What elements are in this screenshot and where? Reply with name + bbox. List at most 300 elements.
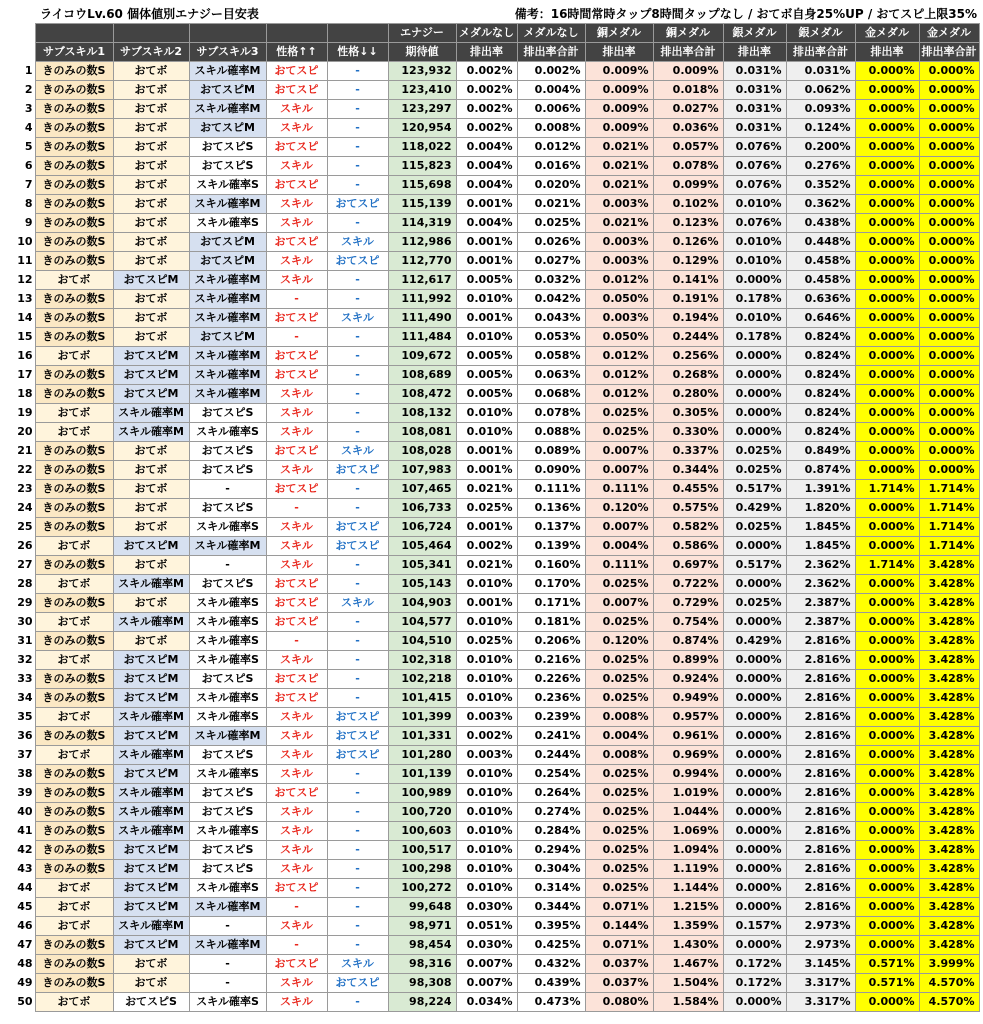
table-row (1, 176, 979, 195)
gold-cumulative: 3.428% (919, 727, 979, 746)
silver-cumulative: 2.816% (786, 898, 855, 917)
bronze-cumulative: 1.044% (653, 803, 723, 822)
silver-rate: 0.000% (723, 670, 786, 689)
table-row (1, 537, 979, 556)
nature-up: おてスピ (266, 670, 327, 689)
gold-cumulative: 0.000% (919, 100, 979, 119)
no-medal-cumulative: 0.254% (517, 765, 585, 784)
table-row (1, 993, 979, 1012)
gold-rate: 0.571% (855, 974, 919, 993)
silver-cumulative: 3.317% (786, 974, 855, 993)
silver-rate: 0.025% (723, 594, 786, 613)
row-index: 30 (1, 613, 35, 632)
nature-up: スキル (266, 195, 327, 214)
energy-expected: 112,617 (388, 271, 456, 290)
nature-down: おてスピ (327, 518, 388, 537)
gold-rate: 1.714% (855, 556, 919, 575)
row-index: 6 (1, 157, 35, 176)
nature-down: - (327, 898, 388, 917)
energy-expected: 111,484 (388, 328, 456, 347)
no-medal-rate: 0.007% (456, 955, 517, 974)
header-top: 銀メダル (723, 24, 786, 43)
gold-rate: 0.000% (855, 81, 919, 100)
row-index: 10 (1, 233, 35, 252)
bronze-cumulative: 0.102% (653, 195, 723, 214)
no-medal-rate: 0.010% (456, 651, 517, 670)
silver-cumulative: 0.438% (786, 214, 855, 233)
gold-rate: 0.000% (855, 138, 919, 157)
subskill-3: スキル確率M (189, 195, 266, 214)
subskill-2: おてボ (113, 176, 189, 195)
nature-up: スキル (266, 537, 327, 556)
subskill-1: おてボ (35, 575, 113, 594)
header-top: 銅メダル (653, 24, 723, 43)
no-medal-rate: 0.010% (456, 404, 517, 423)
nature-up: おてスピ (266, 879, 327, 898)
subskill-1: おてボ (35, 613, 113, 632)
row-index: 17 (1, 366, 35, 385)
silver-rate: 0.000% (723, 347, 786, 366)
no-medal-cumulative: 0.068% (517, 385, 585, 404)
table-row (1, 62, 979, 81)
subskill-2: おてスピM (113, 537, 189, 556)
gold-cumulative: 0.000% (919, 62, 979, 81)
no-medal-cumulative: 0.137% (517, 518, 585, 537)
subskill-2: おてスピM (113, 651, 189, 670)
gold-cumulative: 3.428% (919, 784, 979, 803)
subskill-3: スキル確率M (189, 936, 266, 955)
subskill-1: きのみの数S (35, 974, 113, 993)
gold-rate: 0.000% (855, 195, 919, 214)
no-medal-rate: 0.010% (456, 765, 517, 784)
silver-cumulative: 0.824% (786, 385, 855, 404)
subskill-3: おてスピS (189, 670, 266, 689)
header-row-2 (1, 43, 979, 62)
no-medal-rate: 0.010% (456, 803, 517, 822)
no-medal-rate: 0.005% (456, 385, 517, 404)
subskill-1: おてボ (35, 708, 113, 727)
table-body (1, 62, 979, 1012)
bronze-rate: 0.008% (585, 708, 653, 727)
nature-up: スキル (266, 917, 327, 936)
gold-cumulative: 0.000% (919, 461, 979, 480)
bronze-cumulative: 0.729% (653, 594, 723, 613)
gold-cumulative: 0.000% (919, 214, 979, 233)
bronze-cumulative: 0.191% (653, 290, 723, 309)
no-medal-cumulative: 0.241% (517, 727, 585, 746)
no-medal-cumulative: 0.032% (517, 271, 585, 290)
subskill-2: おてスピM (113, 347, 189, 366)
row-index: 26 (1, 537, 35, 556)
energy-expected: 108,028 (388, 442, 456, 461)
subskill-3: おてスピS (189, 442, 266, 461)
energy-expected: 123,410 (388, 81, 456, 100)
nature-up: - (266, 328, 327, 347)
nature-down: - (327, 556, 388, 575)
row-index: 16 (1, 347, 35, 366)
bronze-rate: 0.111% (585, 556, 653, 575)
nature-up: おてスピ (266, 784, 327, 803)
subskill-1: おてボ (35, 404, 113, 423)
no-medal-rate: 0.001% (456, 442, 517, 461)
nature-up: おてスピ (266, 81, 327, 100)
subskill-1: おてボ (35, 347, 113, 366)
energy-expected: 101,331 (388, 727, 456, 746)
silver-cumulative: 0.824% (786, 404, 855, 423)
bronze-cumulative: 0.337% (653, 442, 723, 461)
subskill-2: おてボ (113, 100, 189, 119)
nature-up: おてスピ (266, 689, 327, 708)
subskill-3: スキル確率S (189, 176, 266, 195)
silver-rate: 0.000% (723, 689, 786, 708)
row-index: 4 (1, 119, 35, 138)
silver-cumulative: 2.387% (786, 594, 855, 613)
row-index: 14 (1, 309, 35, 328)
bronze-cumulative: 0.129% (653, 252, 723, 271)
no-medal-cumulative: 0.244% (517, 746, 585, 765)
silver-rate: 0.025% (723, 518, 786, 537)
energy-expected: 102,218 (388, 670, 456, 689)
gold-cumulative: 0.000% (919, 404, 979, 423)
header-top: エナジー (388, 24, 456, 43)
nature-up: スキル (266, 157, 327, 176)
energy-expected: 107,465 (388, 480, 456, 499)
nature-down: - (327, 651, 388, 670)
no-medal-cumulative: 0.284% (517, 822, 585, 841)
row-index: 25 (1, 518, 35, 537)
bronze-rate: 0.025% (585, 670, 653, 689)
no-medal-rate: 0.001% (456, 195, 517, 214)
subskill-3: おてスピM (189, 119, 266, 138)
table-row (1, 385, 979, 404)
subskill-1: きのみの数S (35, 195, 113, 214)
nature-down: - (327, 119, 388, 138)
subskill-1: きのみの数S (35, 518, 113, 537)
bronze-cumulative: 0.961% (653, 727, 723, 746)
table-row (1, 195, 979, 214)
gold-cumulative: 3.428% (919, 613, 979, 632)
gold-rate: 0.000% (855, 651, 919, 670)
silver-rate: 0.157% (723, 917, 786, 936)
bronze-cumulative: 0.268% (653, 366, 723, 385)
no-medal-cumulative: 0.170% (517, 575, 585, 594)
gold-cumulative: 3.428% (919, 594, 979, 613)
table-row (1, 461, 979, 480)
no-medal-cumulative: 0.012% (517, 138, 585, 157)
silver-cumulative: 0.849% (786, 442, 855, 461)
header-top (189, 24, 266, 43)
subskill-3: おてスピM (189, 328, 266, 347)
no-medal-cumulative: 0.088% (517, 423, 585, 442)
subskill-3: - (189, 556, 266, 575)
subskill-2: おてボ (113, 328, 189, 347)
bronze-rate: 0.120% (585, 499, 653, 518)
no-medal-rate: 0.010% (456, 689, 517, 708)
silver-rate: 0.025% (723, 461, 786, 480)
subskill-1: きのみの数S (35, 81, 113, 100)
nature-up: おてスピ (266, 594, 327, 613)
table-row (1, 803, 979, 822)
subskill-2: スキル確率M (113, 917, 189, 936)
silver-rate: 0.000% (723, 271, 786, 290)
bronze-rate: 0.025% (585, 841, 653, 860)
energy-expected: 102,318 (388, 651, 456, 670)
no-medal-cumulative: 0.314% (517, 879, 585, 898)
nature-down: - (327, 613, 388, 632)
subskill-1: きのみの数S (35, 784, 113, 803)
silver-rate: 0.000% (723, 784, 786, 803)
silver-rate: 0.000% (723, 537, 786, 556)
gold-cumulative: 4.570% (919, 993, 979, 1012)
table-row (1, 119, 979, 138)
no-medal-rate: 0.002% (456, 100, 517, 119)
no-medal-rate: 0.001% (456, 309, 517, 328)
nature-down: - (327, 366, 388, 385)
no-medal-rate: 0.010% (456, 860, 517, 879)
nature-up: - (266, 499, 327, 518)
gold-cumulative: 0.000% (919, 138, 979, 157)
bronze-rate: 0.071% (585, 936, 653, 955)
silver-rate: 0.172% (723, 974, 786, 993)
energy-expected: 111,992 (388, 290, 456, 309)
bronze-cumulative: 0.582% (653, 518, 723, 537)
silver-cumulative: 2.816% (786, 879, 855, 898)
subskill-3: - (189, 974, 266, 993)
nature-up: おてスピ (266, 309, 327, 328)
bronze-rate: 0.144% (585, 917, 653, 936)
bronze-rate: 0.025% (585, 784, 653, 803)
no-medal-rate: 0.021% (456, 556, 517, 575)
energy-expected: 98,316 (388, 955, 456, 974)
gold-cumulative: 0.000% (919, 347, 979, 366)
energy-expected: 105,143 (388, 575, 456, 594)
subskill-2: おてボ (113, 499, 189, 518)
bronze-cumulative: 0.899% (653, 651, 723, 670)
row-index: 31 (1, 632, 35, 651)
nature-up: - (266, 632, 327, 651)
gold-cumulative: 0.000% (919, 119, 979, 138)
subskill-3: スキル確率M (189, 100, 266, 119)
header-top: 銀メダル (786, 24, 855, 43)
row-index: 19 (1, 404, 35, 423)
row-index: 37 (1, 746, 35, 765)
subskill-3: おてスピS (189, 575, 266, 594)
nature-up: スキル (266, 651, 327, 670)
bronze-cumulative: 1.094% (653, 841, 723, 860)
bronze-cumulative: 0.949% (653, 689, 723, 708)
silver-rate: 0.000% (723, 860, 786, 879)
row-index: 42 (1, 841, 35, 860)
silver-cumulative: 2.816% (786, 803, 855, 822)
no-medal-cumulative: 0.294% (517, 841, 585, 860)
subskill-1: きのみの数S (35, 62, 113, 81)
subskill-1: きのみの数S (35, 841, 113, 860)
no-medal-cumulative: 0.025% (517, 214, 585, 233)
silver-rate: 0.000% (723, 727, 786, 746)
no-medal-rate: 0.001% (456, 594, 517, 613)
gold-rate: 0.000% (855, 461, 919, 480)
gold-rate: 0.000% (855, 689, 919, 708)
subskill-2: おてボ (113, 290, 189, 309)
energy-expected: 108,132 (388, 404, 456, 423)
silver-cumulative: 1.845% (786, 537, 855, 556)
energy-expected: 114,319 (388, 214, 456, 233)
gold-cumulative: 3.428% (919, 708, 979, 727)
no-medal-rate: 0.007% (456, 974, 517, 993)
no-medal-rate: 0.002% (456, 119, 517, 138)
bronze-cumulative: 0.969% (653, 746, 723, 765)
subskill-1: きのみの数S (35, 955, 113, 974)
no-medal-rate: 0.005% (456, 347, 517, 366)
no-medal-cumulative: 0.216% (517, 651, 585, 670)
silver-cumulative: 0.874% (786, 461, 855, 480)
gold-rate: 0.000% (855, 594, 919, 613)
nature-down: - (327, 841, 388, 860)
subskill-1: きのみの数S (35, 461, 113, 480)
gold-cumulative: 1.714% (919, 499, 979, 518)
silver-rate: 0.000% (723, 879, 786, 898)
row-index: 1 (1, 62, 35, 81)
no-medal-rate: 0.051% (456, 917, 517, 936)
nature-down: - (327, 157, 388, 176)
bronze-rate: 0.120% (585, 632, 653, 651)
energy-expected: 109,672 (388, 347, 456, 366)
silver-cumulative: 2.816% (786, 708, 855, 727)
silver-cumulative: 0.824% (786, 366, 855, 385)
silver-rate: 0.000% (723, 746, 786, 765)
nature-up: スキル (266, 423, 327, 442)
no-medal-rate: 0.002% (456, 537, 517, 556)
gold-rate: 0.000% (855, 442, 919, 461)
silver-cumulative: 2.816% (786, 841, 855, 860)
subskill-1: きのみの数S (35, 366, 113, 385)
row-index: 28 (1, 575, 35, 594)
gold-cumulative: 3.428% (919, 746, 979, 765)
bronze-cumulative: 0.057% (653, 138, 723, 157)
bronze-cumulative: 0.455% (653, 480, 723, 499)
subskill-3: スキル確率S (189, 518, 266, 537)
silver-cumulative: 2.816% (786, 632, 855, 651)
bronze-cumulative: 0.330% (653, 423, 723, 442)
no-medal-cumulative: 0.004% (517, 81, 585, 100)
no-medal-rate: 0.005% (456, 271, 517, 290)
subskill-2: おてボ (113, 214, 189, 233)
nature-down: - (327, 936, 388, 955)
nature-down: おてスピ (327, 537, 388, 556)
silver-rate: 0.025% (723, 442, 786, 461)
nature-down: - (327, 575, 388, 594)
gold-cumulative: 3.999% (919, 955, 979, 974)
bronze-rate: 0.025% (585, 879, 653, 898)
silver-cumulative: 1.391% (786, 480, 855, 499)
nature-up: おてスピ (266, 62, 327, 81)
row-index: 5 (1, 138, 35, 157)
silver-cumulative: 2.973% (786, 936, 855, 955)
nature-up: スキル (266, 404, 327, 423)
bronze-rate: 0.050% (585, 290, 653, 309)
gold-rate: 0.000% (855, 271, 919, 290)
row-index: 43 (1, 860, 35, 879)
subskill-1: きのみの数S (35, 119, 113, 138)
no-medal-rate: 0.010% (456, 613, 517, 632)
no-medal-rate: 0.004% (456, 157, 517, 176)
silver-rate: 0.178% (723, 328, 786, 347)
energy-expected: 104,577 (388, 613, 456, 632)
gold-rate: 0.000% (855, 100, 919, 119)
gold-cumulative: 3.428% (919, 822, 979, 841)
silver-rate: 0.076% (723, 138, 786, 157)
subskill-3: スキル確率S (189, 822, 266, 841)
silver-cumulative: 0.124% (786, 119, 855, 138)
subskill-3: スキル確率S (189, 594, 266, 613)
subskill-3: おてスピS (189, 841, 266, 860)
nature-up: スキル (266, 385, 327, 404)
subskill-3: スキル確率S (189, 613, 266, 632)
row-index: 46 (1, 917, 35, 936)
table-row (1, 689, 979, 708)
bronze-cumulative: 0.344% (653, 461, 723, 480)
gold-cumulative: 3.428% (919, 841, 979, 860)
row-index: 48 (1, 955, 35, 974)
no-medal-rate: 0.004% (456, 138, 517, 157)
silver-rate: 0.076% (723, 176, 786, 195)
no-medal-cumulative: 0.042% (517, 290, 585, 309)
silver-rate: 0.076% (723, 157, 786, 176)
gold-rate: 0.000% (855, 290, 919, 309)
gold-rate: 0.000% (855, 708, 919, 727)
gold-cumulative: 4.570% (919, 974, 979, 993)
gold-cumulative: 0.000% (919, 271, 979, 290)
row-index: 21 (1, 442, 35, 461)
subskill-2: おてスピM (113, 765, 189, 784)
energy-expected: 98,971 (388, 917, 456, 936)
bronze-cumulative: 0.036% (653, 119, 723, 138)
header-bottom: 排出率 (723, 43, 786, 62)
no-medal-rate: 0.034% (456, 993, 517, 1012)
energy-expected: 101,415 (388, 689, 456, 708)
energy-expected: 101,139 (388, 765, 456, 784)
header-bottom: サブスキル3 (189, 43, 266, 62)
subskill-2: おてボ (113, 974, 189, 993)
subskill-3: おてスピS (189, 499, 266, 518)
bronze-rate: 0.025% (585, 765, 653, 784)
subskill-3: スキル確率M (189, 271, 266, 290)
row-index: 38 (1, 765, 35, 784)
table-row (1, 290, 979, 309)
bronze-rate: 0.025% (585, 860, 653, 879)
bronze-cumulative: 0.575% (653, 499, 723, 518)
table-row (1, 936, 979, 955)
silver-cumulative: 0.458% (786, 252, 855, 271)
no-medal-cumulative: 0.053% (517, 328, 585, 347)
gold-rate: 0.000% (855, 822, 919, 841)
subskill-2: スキル確率M (113, 575, 189, 594)
bronze-rate: 0.080% (585, 993, 653, 1012)
subskill-2: おてボ (113, 195, 189, 214)
bronze-cumulative: 0.305% (653, 404, 723, 423)
subskill-3: スキル確率S (189, 993, 266, 1012)
nature-down: - (327, 214, 388, 233)
gold-cumulative: 3.428% (919, 936, 979, 955)
silver-cumulative: 2.816% (786, 765, 855, 784)
subskill-3: おてスピM (189, 81, 266, 100)
bronze-cumulative: 0.256% (653, 347, 723, 366)
bronze-rate: 0.008% (585, 746, 653, 765)
table-row (1, 632, 979, 651)
bronze-rate: 0.009% (585, 62, 653, 81)
silver-rate: 0.000% (723, 651, 786, 670)
header-top: 金メダル (855, 24, 919, 43)
